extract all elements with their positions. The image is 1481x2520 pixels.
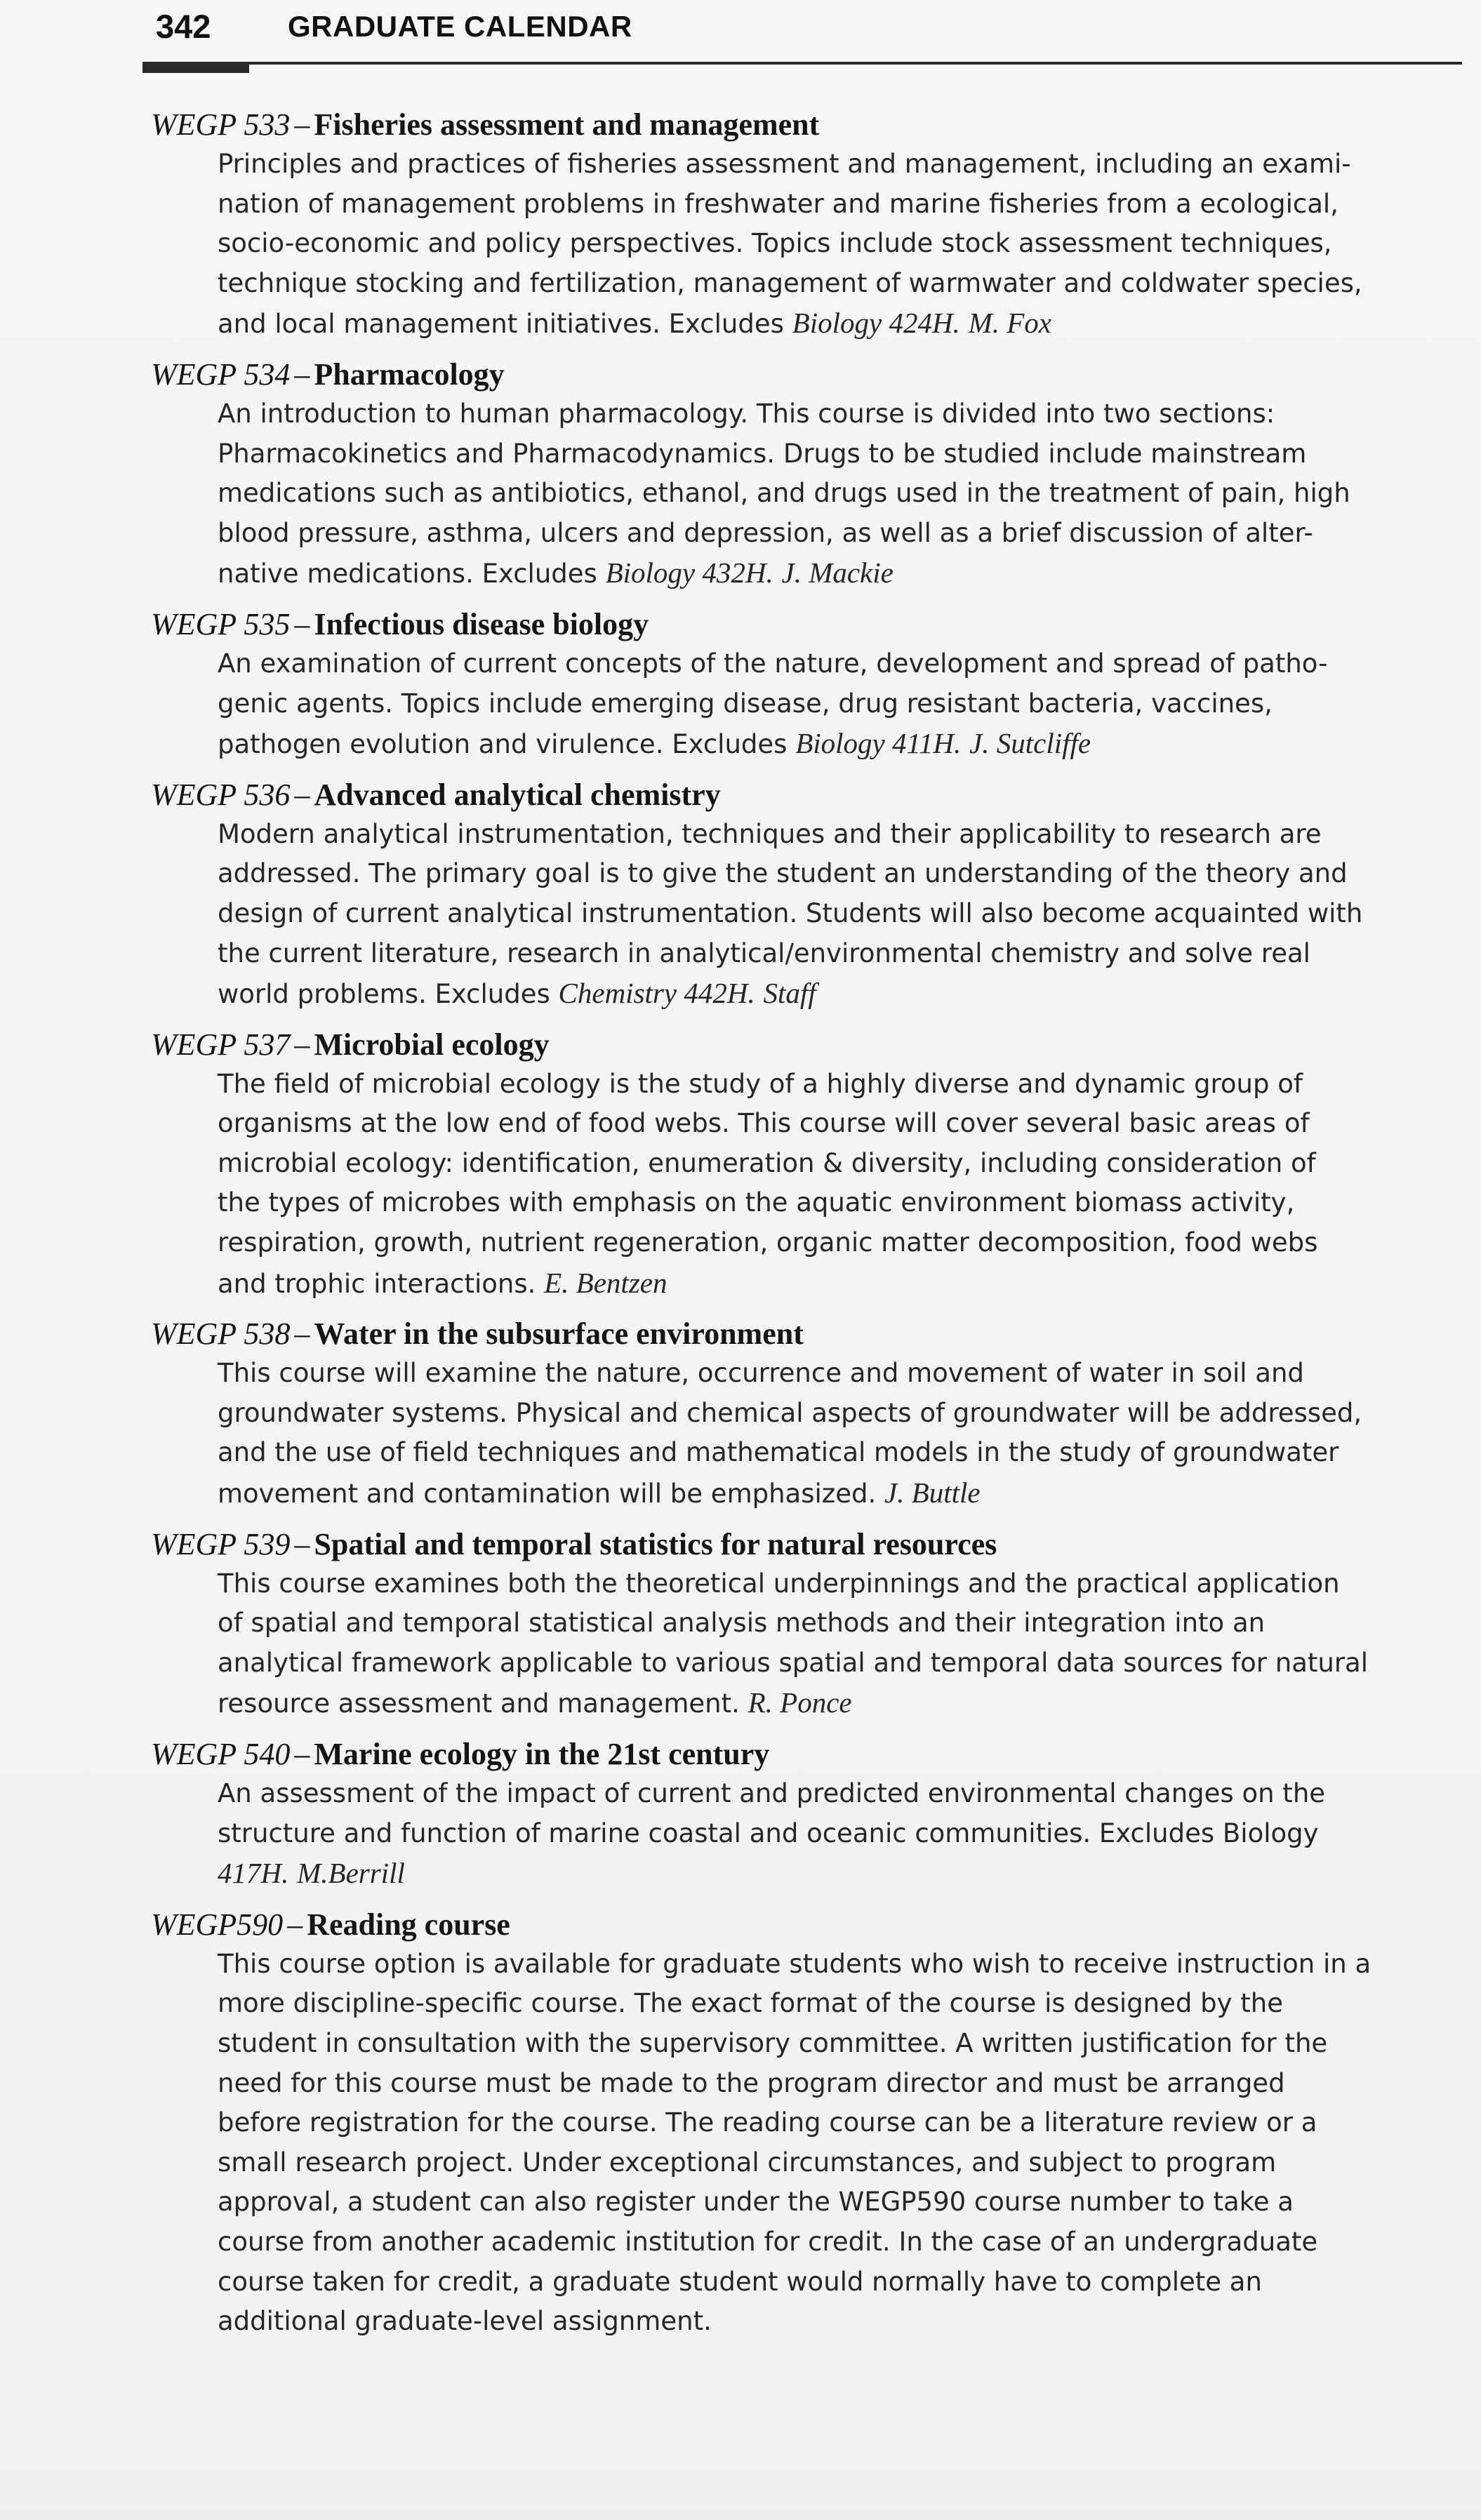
course-entry — [151, 1735, 1463, 1895]
course-heading — [151, 1025, 1463, 1065]
description-line: the current literature, research in analytical/environmental chemistry and solve real — [218, 938, 1310, 968]
description-last-line — [218, 724, 1463, 765]
description-text: world problems. Excludes — [218, 979, 559, 1010]
description-text: and trophic interactions. — [218, 1268, 545, 1299]
description-line: respiration, growth, nutrient regeneration, organic matter decomposition, food webs — [218, 1227, 1318, 1258]
description-line: This course will examine the nature, occurrence and movement of water in soil and — [218, 1358, 1304, 1389]
course-code: WEGP 539 — [151, 1526, 291, 1561]
instructor-name: J. Sutcliffe — [969, 727, 1091, 760]
description-line: need for this course must be made to the program director and must be arranged — [218, 2067, 1285, 2098]
instructor-name: J. Mackie — [781, 556, 894, 589]
excludes-reference: Biology 432H. — [605, 556, 773, 589]
description-last-line — [218, 973, 1463, 1015]
course-heading — [151, 1314, 1463, 1354]
description-text: additional graduate-level assignment. — [218, 2306, 712, 2337]
description-line: This course option is available for graduate students who wish to receive instruction in a — [218, 1948, 1372, 1979]
course-dash: – — [294, 356, 310, 392]
description-line: design of current analytical instrumentation. Students will also become acquainted with — [218, 898, 1363, 928]
course-code: WEGP 538 — [151, 1316, 291, 1352]
course-title: Fisheries assessment and management — [314, 107, 820, 142]
description-last-line — [218, 553, 1463, 594]
course-dash: – — [294, 1526, 310, 1561]
description-line: Modern analytical instrumentation, techniques and their applicability to research are — [218, 818, 1322, 849]
page-bottom-shadow — [0, 2442, 1481, 2520]
course-description — [218, 1564, 1463, 1724]
course-heading — [151, 355, 1463, 394]
description-line: more discipline-specific course. The exact format of the course is designed by the — [218, 1988, 1284, 2019]
description-line: blood pressure, asthma, ulcers and depression, as well as a brief discussion of alter- — [218, 517, 1313, 548]
course-title: Infectious disease biology — [314, 606, 649, 641]
course-list — [151, 105, 1463, 2352]
description-line: addressed. The primary goal is to give the student an understanding of the theory and — [218, 858, 1348, 889]
description-line: The field of microbial ecology is the study of a highly diverse and dynamic group of — [218, 1068, 1303, 1099]
course-description — [218, 644, 1463, 765]
description-line: organisms at the low end of food webs. This course will cover several basic areas of — [218, 1108, 1310, 1139]
description-line: small research project. Under exceptional circumstances, and subject to program — [218, 2147, 1277, 2178]
course-description — [218, 1774, 1463, 1895]
course-dash: – — [294, 777, 310, 812]
description-line: the types of microbes with emphasis on the aquatic environment biomass activity, — [218, 1187, 1295, 1218]
description-line: technique stocking and fertilization, management of warmwater and coldwater species, — [218, 267, 1362, 298]
description-text: and local management initiatives. Excludes — [218, 309, 792, 340]
description-text: movement and contamination will be emphasized. — [218, 1479, 884, 1509]
course-title: Advanced analytical chemistry — [314, 777, 721, 812]
description-last-line — [218, 303, 1463, 345]
instructor-name: M. Fox — [968, 307, 1051, 340]
description-line: An examination of current concepts of the nature, development and spread of patho- — [218, 648, 1328, 679]
description-last-line — [218, 1263, 1463, 1305]
description-line: This course examines both the theoretical underpinnings and the practical application — [218, 1568, 1340, 1599]
description-line: course from another academic institution for credit. In the case of an undergraduate — [218, 2226, 1318, 2257]
course-code: WEGP 534 — [151, 356, 291, 392]
instructor-name: M.Berrill — [297, 1857, 405, 1890]
course-dash: – — [294, 107, 310, 142]
description-line: before registration for the course. The reading course can be a literature review or a — [218, 2107, 1317, 2138]
description-last-line — [218, 2302, 1463, 2342]
course-entry — [151, 1525, 1463, 1724]
excludes-reference: Biology 424H. — [792, 307, 960, 340]
course-code: WEGP 536 — [151, 777, 291, 812]
description-line: genic agents. Topics include emerging disease, drug resistant bacteria, vaccines, — [218, 688, 1273, 719]
course-entry — [151, 105, 1463, 345]
course-title: Reading course — [307, 1907, 510, 1942]
description-line: Pharmacokinetics and Pharmacodynamics. Drugs to be studied include mainstream — [218, 438, 1307, 469]
description-line: analytical framework applicable to various spatial and temporal data sources for natural — [218, 1647, 1369, 1678]
instructor-name: J. Buttle — [884, 1476, 981, 1509]
description-line: Principles and practices of fisheries assessment and management, including an exami- — [218, 149, 1351, 179]
description-line: structure and function of marine coastal and oceanic communities. Excludes Biology — [218, 1818, 1319, 1848]
course-dash: – — [294, 1316, 310, 1352]
description-text: native medications. Excludes — [218, 559, 606, 589]
course-title: Water in the subsurface environment — [314, 1316, 804, 1352]
description-line: medications such as antibiotics, ethanol, and drugs used in the treatment of pain, high — [218, 478, 1350, 509]
description-text: resource assessment and management. — [218, 1688, 748, 1719]
course-description — [218, 1945, 1463, 2342]
description-last-line — [218, 1473, 1463, 1514]
description-line: An introduction to human pharmacology. This course is divided into two sections: — [218, 398, 1275, 429]
description-last-line — [218, 1853, 1463, 1895]
description-line: socio-economic and policy perspectives. Topics include stock assessment techniques, — [218, 228, 1332, 259]
description-line: An assessment of the impact of current and predicted environmental changes on the — [218, 1778, 1326, 1808]
course-heading — [151, 1905, 1463, 1945]
course-entry — [151, 1314, 1463, 1514]
course-dash: – — [294, 1737, 310, 1771]
description-line: and the use of field techniques and mathematical models in the study of groundwater — [218, 1437, 1339, 1468]
course-description — [218, 815, 1463, 1015]
course-title: Spatial and temporal statistics for natural resources — [314, 1526, 997, 1561]
description-line: nation of management problems in freshwater and marine fisheries from a ecological, — [218, 188, 1339, 219]
description-text: pathogen evolution and virulence. Excludes — [218, 729, 796, 760]
running-head: GRADUATE CALENDAR — [288, 10, 632, 43]
excludes-reference: 417H. — [218, 1857, 289, 1890]
excludes-reference: Biology 411H. — [795, 727, 962, 760]
description-line: groundwater systems. Physical and chemical aspects of groundwater will be addressed, — [218, 1397, 1362, 1428]
description-line: microbial ecology: identification, enumeration & diversity, including consideration of — [218, 1147, 1316, 1178]
header-rule-accent — [142, 62, 249, 73]
course-code: WEGP590 — [151, 1907, 284, 1942]
course-heading — [151, 1525, 1463, 1564]
instructor-name: R. Ponce — [748, 1686, 852, 1719]
excludes-reference: Chemistry 442H. — [558, 977, 755, 1010]
course-title: Marine ecology in the 21st century — [314, 1737, 770, 1771]
course-description — [218, 1065, 1463, 1305]
description-line: approval, a student can also register under the WEGP590 course number to take a — [218, 2187, 1294, 2218]
instructor-name: Staff — [763, 977, 816, 1010]
course-dash: – — [294, 1027, 310, 1062]
course-entry — [151, 1025, 1463, 1305]
course-dash: – — [294, 606, 310, 641]
course-heading — [151, 1735, 1463, 1774]
course-description — [218, 394, 1463, 594]
description-last-line — [218, 1683, 1463, 1724]
course-code: WEGP 537 — [151, 1027, 291, 1062]
description-line: student in consultation with the supervisory committee. A written justification for the — [218, 2027, 1328, 2058]
course-code: WEGP 533 — [151, 107, 291, 142]
course-title: Microbial ecology — [314, 1027, 550, 1062]
course-entry — [151, 1905, 1463, 2342]
header-rule — [142, 62, 1462, 65]
course-description — [218, 1354, 1463, 1514]
page-header — [0, 0, 1481, 77]
course-description — [218, 145, 1463, 345]
course-entry — [151, 775, 1463, 1015]
course-heading — [151, 105, 1463, 145]
course-code: WEGP 535 — [151, 606, 291, 641]
course-heading — [151, 775, 1463, 815]
course-title: Pharmacology — [314, 356, 505, 392]
instructor-name: E. Bentzen — [544, 1266, 668, 1299]
course-entry — [151, 605, 1463, 765]
page-number: 342 — [156, 8, 211, 45]
course-code: WEGP 540 — [151, 1737, 291, 1771]
course-dash: – — [287, 1907, 303, 1942]
course-heading — [151, 605, 1463, 644]
description-line: course taken for credit, a graduate student would normally have to complete an — [218, 2266, 1262, 2297]
description-line: of spatial and temporal statistical analysis methods and their integration into an — [218, 1608, 1266, 1639]
course-entry — [151, 355, 1463, 594]
